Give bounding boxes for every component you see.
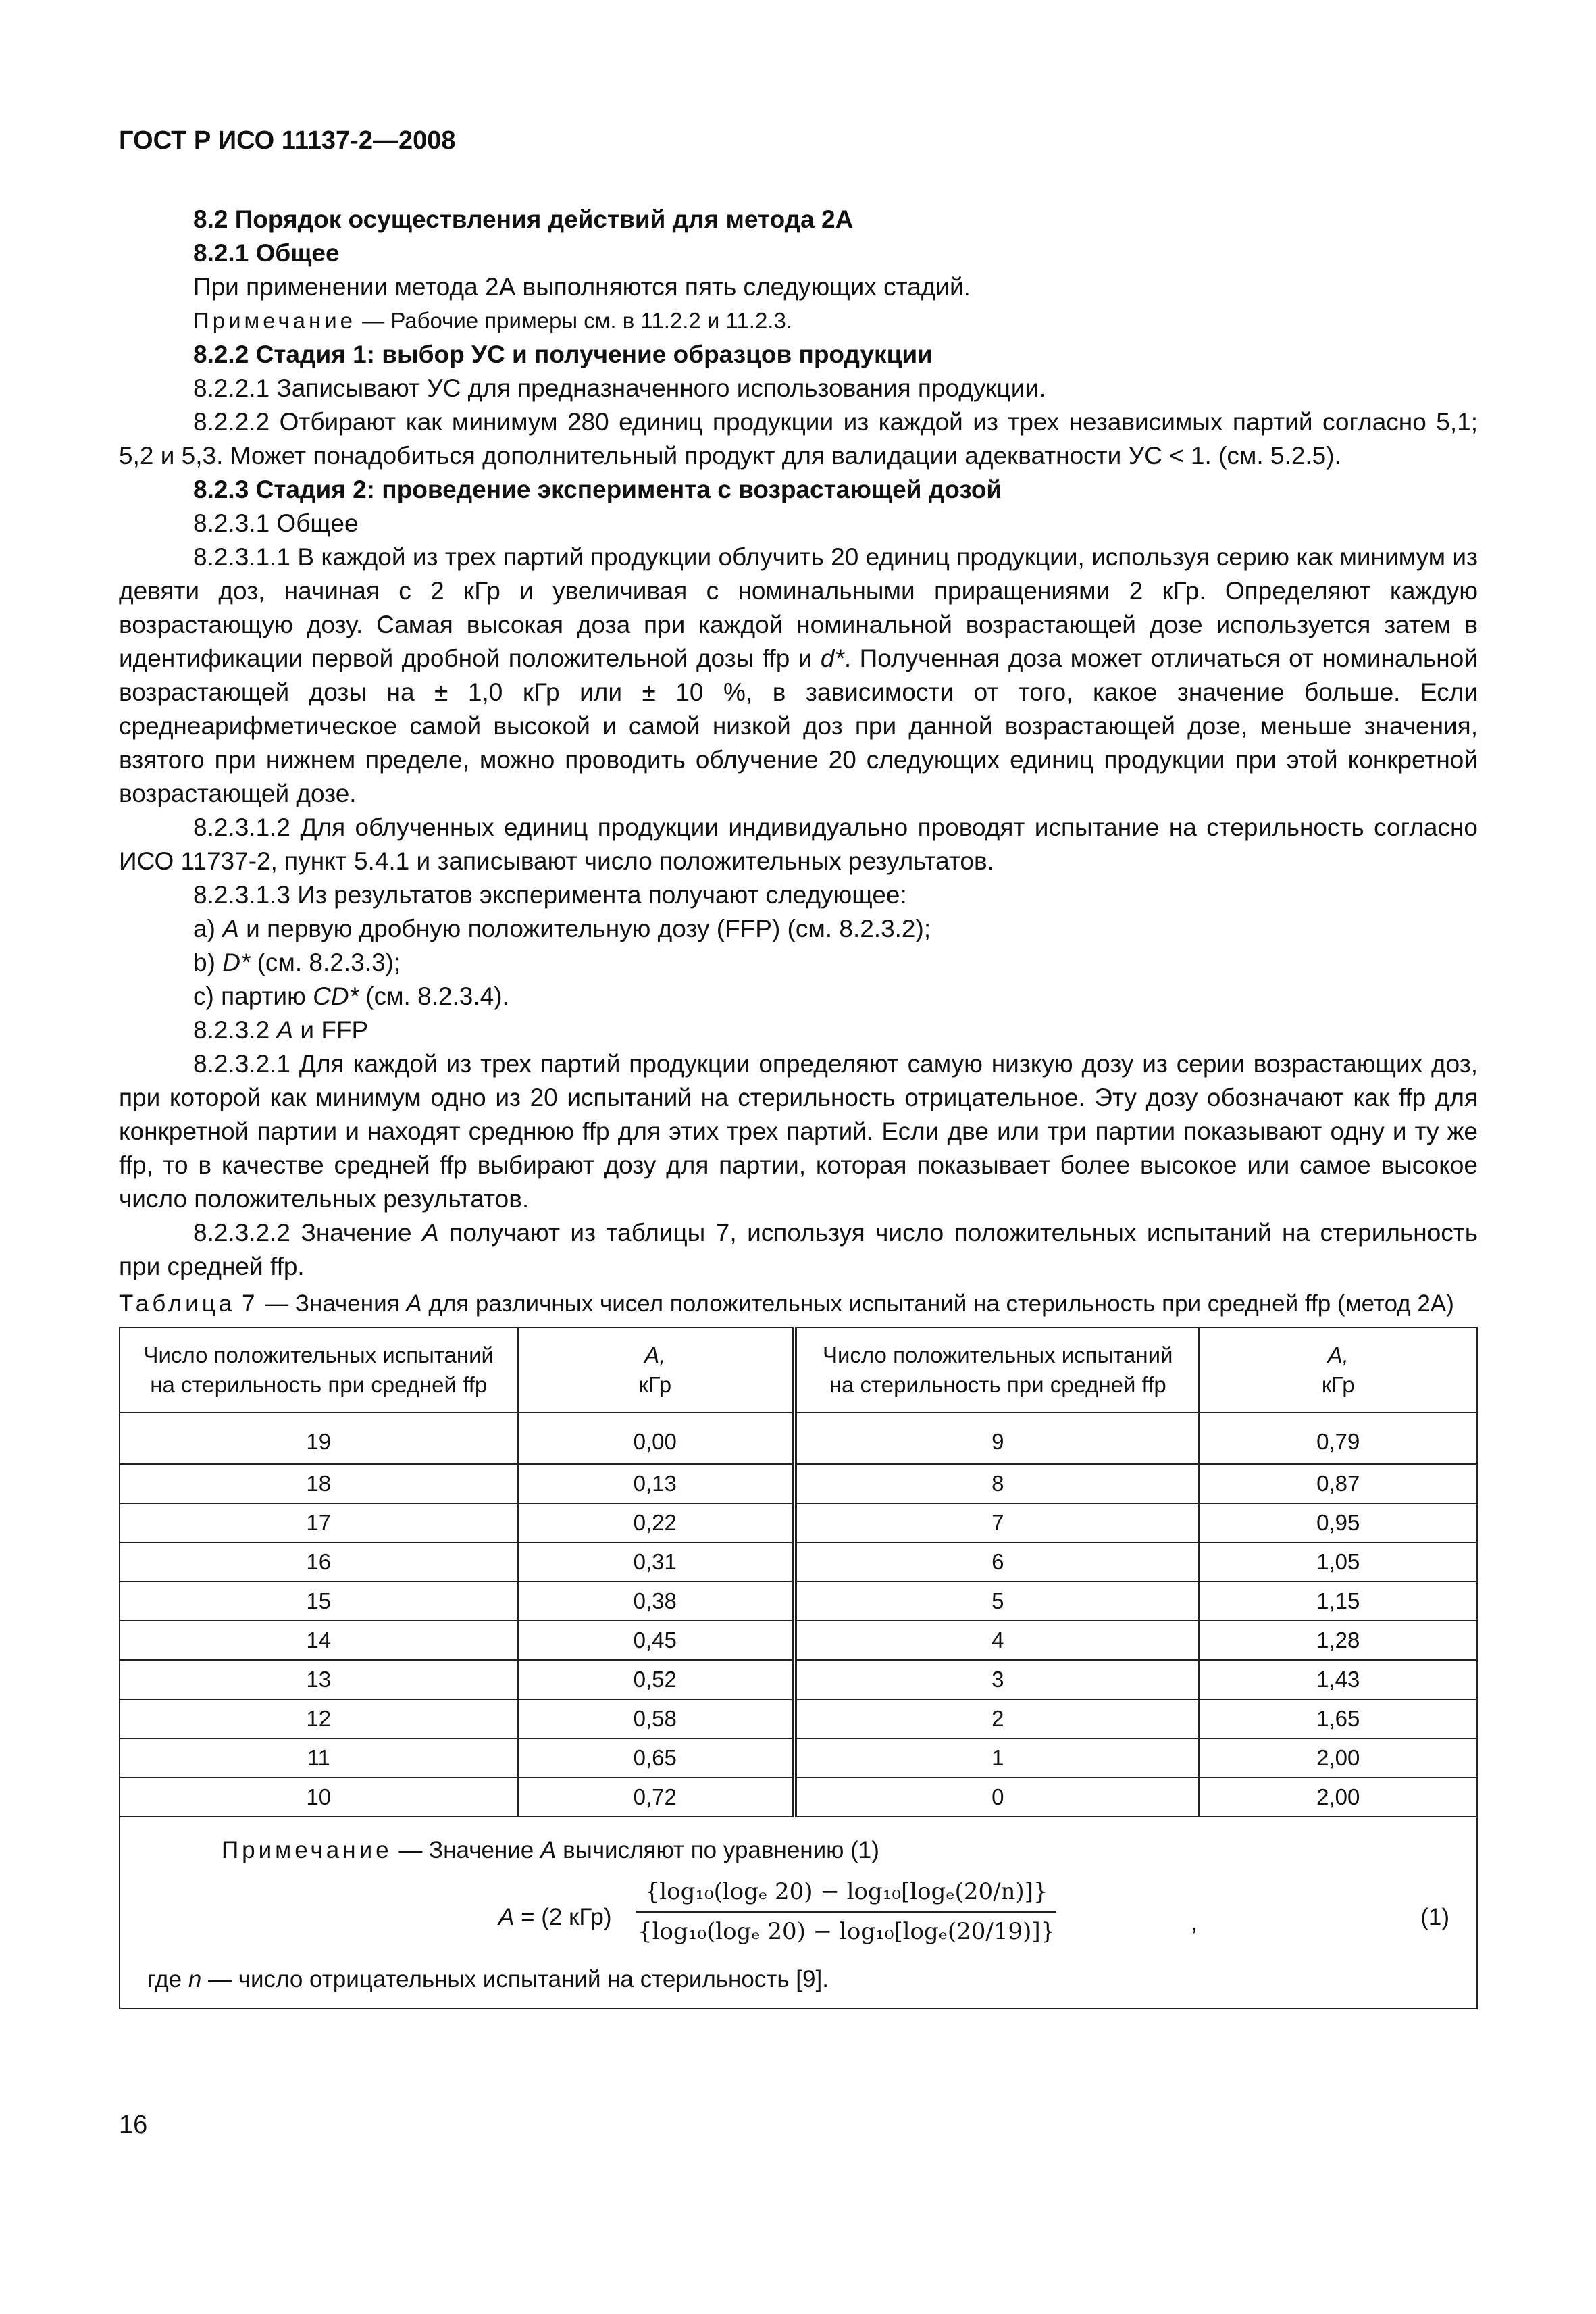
table-7: [119, 1327, 1478, 2009]
table-cell: 7: [794, 1503, 1199, 1542]
para-8-2-3-1-2: 8.2.3.1.2 Для облученных единиц продукции индивидуально проводят испытание на стерильность согласно ИСО 11737-2, пункт 5.4.1 и записывают число положительных результатов.: [119, 813, 1478, 875]
table-cell: 2,00: [1199, 1738, 1477, 1778]
table-row: [120, 1699, 1477, 1738]
table-cell: 1: [794, 1738, 1199, 1778]
table-cell: 15: [120, 1582, 518, 1621]
table-row: [120, 1660, 1477, 1699]
para-8-2-3-1-3: 8.2.3.1.3 Из результатов эксперимента получают следующее:: [193, 881, 907, 909]
table-note-cell: [120, 1817, 1477, 2009]
list-item-a-prefix: a): [193, 915, 223, 942]
table-cell: 11: [120, 1738, 518, 1778]
para-8-2-3-2-1: 8.2.3.2.1 Для каждой из трех партий продукции определяют самую низкую дозу из серии возрастающих доз, при которой как минимум одно из 20 испытаний на стерильность отрицательное. Эту дозу обозначают как ffp для конкретной партии и находят среднюю ffp для этих трех партий. Если две или три партии показывают одну и ту же ffp, то в качестве средней ffp выбирают дозу для партии, которая показывает более высокое или самое высокое число положительных результатов.: [119, 1050, 1478, 1213]
para-8-2-2-2: 8.2.2.2 Отбирают как минимум 280 единиц продукции из каждой из трех независимых партий согласно 5,1; 5,2 и 5,3. Может понадобиться дополнительный продукт для валидации адекватности УС < 1. (см. 5.2.5).: [119, 408, 1478, 470]
list-item-a-symbol: А: [222, 915, 239, 942]
table-cell: 2: [794, 1699, 1199, 1738]
table-header-a-value-2: [1199, 1328, 1477, 1413]
section-8-2-3-2-title: [119, 1013, 1478, 1047]
table-cell: 1,15: [1199, 1582, 1477, 1621]
equation-where: [147, 1965, 1449, 1994]
table-cell: 17: [120, 1503, 518, 1542]
table-cell: 8: [794, 1464, 1199, 1503]
equation-symbol: А: [498, 1904, 515, 1930]
section-8-2-1-title: 8.2.1 Общее: [193, 239, 340, 267]
header-line: на стерильность при средней ffp: [829, 1372, 1166, 1397]
table-cell: 0,31: [518, 1542, 795, 1582]
section-8-2-3-2-text: и FFP: [293, 1016, 369, 1044]
running-head: ГОСТ Р ИСО 11137-2—2008: [119, 126, 456, 155]
table-body: [120, 1413, 1477, 2009]
equation-lhs-rest: = (2 кГр): [514, 1904, 612, 1930]
equation-comma: ,: [1191, 1909, 1198, 1936]
table-cell: 2,00: [1199, 1778, 1477, 1817]
table-note-row: [120, 1817, 1477, 2009]
table-row: [120, 1621, 1477, 1660]
table-cell: 0,22: [518, 1503, 795, 1542]
list-item-b-text: (см. 8.2.3.3);: [250, 949, 401, 976]
list-item-a-text: и первую дробную положительную дозу (FFP) (см. 8.2.3.2);: [238, 915, 931, 942]
list-item-c-symbol: CD*: [313, 982, 359, 1010]
table-cell: 19: [120, 1413, 518, 1464]
note-label: Примечание: [193, 308, 357, 333]
table-cell: 9: [794, 1413, 1199, 1464]
page-content: [119, 203, 1478, 2009]
table-cell: 0,95: [1199, 1503, 1477, 1542]
para-8-2-3-2-2-symbol: А: [422, 1219, 439, 1247]
table-cell: 13: [120, 1660, 518, 1699]
equation-denominator: {log₁₀(logₑ 20) − log₁₀[logₑ(20/19)]}: [638, 1918, 1056, 1945]
table-cell: 0,52: [518, 1660, 795, 1699]
table-row: [120, 1542, 1477, 1582]
where-text: — число отрицательных испытаний на стерильность [9].: [201, 1966, 829, 1992]
table-note-symbol: А: [540, 1837, 557, 1863]
note-8-2-1: [119, 304, 1478, 338]
table-cell: 12: [120, 1699, 518, 1738]
header-line: А,: [644, 1342, 666, 1367]
table-cell: 1,05: [1199, 1542, 1477, 1582]
table-cell: 0,00: [518, 1413, 795, 1464]
table-cell: 0,38: [518, 1582, 795, 1621]
list-item-b-symbol: D*: [222, 949, 251, 976]
table-cell: 5: [794, 1582, 1199, 1621]
list-item-a: [119, 912, 1478, 946]
table-caption-pre: — Значения: [258, 1290, 407, 1317]
table-cell: 0,65: [518, 1738, 795, 1778]
list-item-c: [119, 980, 1478, 1013]
table-cell: 0,79: [1199, 1413, 1477, 1464]
section-8-2-3-2-symbol: А: [276, 1016, 294, 1044]
page-number: 16: [119, 2111, 148, 2139]
where-prefix: где: [147, 1966, 188, 1992]
table-cell: 0,87: [1199, 1464, 1477, 1503]
table-header-row: [120, 1328, 1477, 1413]
table-cell: 16: [120, 1542, 518, 1582]
section-8-2-3-2-number: 8.2.3.2: [193, 1016, 277, 1044]
section-8-2-title: 8.2 Порядок осуществления действий для метода 2А: [193, 205, 854, 233]
section-8-2-3-1-title: 8.2.3.1 Общее: [193, 509, 359, 537]
table-cell: 0,45: [518, 1621, 795, 1660]
table-caption-number: 7: [241, 1290, 259, 1317]
table-cell: 14: [120, 1621, 518, 1660]
table-cell: 6: [794, 1542, 1199, 1582]
header-line: на стерильность при средней ffp: [150, 1372, 488, 1397]
table-caption-label: Таблица: [119, 1290, 236, 1317]
table-header-a-value-1: [518, 1328, 795, 1413]
para-8-2-3-1-1-d: d*: [820, 645, 844, 672]
table-cell: 1,65: [1199, 1699, 1477, 1738]
note-text: — Рабочие примеры см. в 11.2.2 и 11.2.3.: [356, 308, 792, 333]
table-cell: 0: [794, 1778, 1199, 1817]
para-8-2-3-1-1-b: . Полученная доза может отличаться от номинальной возрастающей дозы на ± 1,0 кГр или ± 10 %, в зависимости от того, какое значение больше. Если среднеарифметическое самой высокой и самой низкой доз при данной возрастающей дозе, меньше значения, взятого при нижнем пределе, можно проводить облучение 20 следующих единиц продукции при этой конкретной возрастающей дозе.: [119, 645, 1478, 807]
section-8-2-2-title: 8.2.2 Стадия 1: выбор УС и получение образцов продукции: [193, 341, 933, 368]
table-row: [120, 1778, 1477, 1817]
table-note-label: Примечание: [222, 1837, 392, 1863]
table-row: [120, 1464, 1477, 1503]
header-line: Число положительных испытаний: [143, 1342, 494, 1367]
table-cell: 0,13: [518, 1464, 795, 1503]
table-7-caption: [119, 1288, 1478, 1320]
table-caption-text: для различных чисел положительных испытаний на стерильность при средней ffp (метод 2А): [421, 1290, 1454, 1317]
section-8-2-1-text: При применении метода 2А выполняются пять следующих стадий.: [193, 273, 971, 301]
para-8-2-3-2-2-prefix: 8.2.3.2.2 Значение: [193, 1219, 423, 1247]
table-note-pre: — Значение: [392, 1837, 540, 1863]
para-8-2-3-1-1-a: 8.2.3.1.1 В каждой из трех партий продукции облучить 20 единиц продукции, используя серию как минимум из девяти доз, начиная с 2 кГр и увеличивая с номинальными приращениями 2 кГр. Определяют каждую возрастающую дозу. Самая высокая доза при каждой номинальной возрастающей дозе используется затем в идентификации первой дробной положительной дозы ffp и: [119, 543, 1478, 672]
list-item-b-prefix: b): [193, 949, 223, 976]
header-line: А,: [1327, 1342, 1349, 1367]
para-8-2-3-2-2-text: получают из таблицы 7, используя число положительных испытаний на стерильность при средней ffp.: [119, 1219, 1478, 1280]
table-cell: 4: [794, 1621, 1199, 1660]
table-cell: 1,43: [1199, 1660, 1477, 1699]
list-item-b: [119, 946, 1478, 980]
para-8-2-2-1: 8.2.2.1 Записывают УС для предназначенного использования продукции.: [193, 374, 1046, 402]
equation-number: (1): [1420, 1904, 1449, 1930]
para-8-2-3-1-1: [119, 540, 1478, 811]
equation-fraction: [634, 1877, 1059, 1946]
header-line: кГр: [1321, 1372, 1355, 1397]
para-8-2-3-2-2: [119, 1216, 1478, 1284]
equation-numerator: {log₁₀(logₑ 20) − log₁₀[logₑ(20/n)]}: [644, 1878, 1048, 1905]
table-row: [120, 1503, 1477, 1542]
where-symbol: n: [188, 1966, 202, 1992]
table-row: [120, 1582, 1477, 1621]
header-line: кГр: [638, 1372, 672, 1397]
table-header-positive-count-1: [120, 1328, 518, 1413]
table-row: [120, 1738, 1477, 1778]
section-8-2-3-title: 8.2.3 Стадия 2: проведение эксперимента с возрастающей дозой: [193, 476, 1002, 503]
table-cell: 0,72: [518, 1778, 795, 1817]
header-line: Число положительных испытаний: [823, 1342, 1173, 1367]
table-cell: 3: [794, 1660, 1199, 1699]
table-header-positive-count-2: [794, 1328, 1199, 1413]
table-cell: 0,58: [518, 1699, 795, 1738]
table-cell: 10: [120, 1778, 518, 1817]
list-item-c-prefix: c) партию: [193, 982, 313, 1010]
table-cell: 18: [120, 1464, 518, 1503]
table-cell: 1,28: [1199, 1621, 1477, 1660]
list-item-c-text: (см. 8.2.3.4).: [358, 982, 509, 1010]
equation-1: [147, 1877, 1449, 1965]
equation-lhs: [498, 1903, 612, 1932]
table-note: [147, 1834, 1449, 1867]
table-row: [120, 1413, 1477, 1464]
table-note-text: вычисляют по уравнению (1): [556, 1837, 879, 1863]
table-caption-symbol: А: [406, 1290, 422, 1317]
